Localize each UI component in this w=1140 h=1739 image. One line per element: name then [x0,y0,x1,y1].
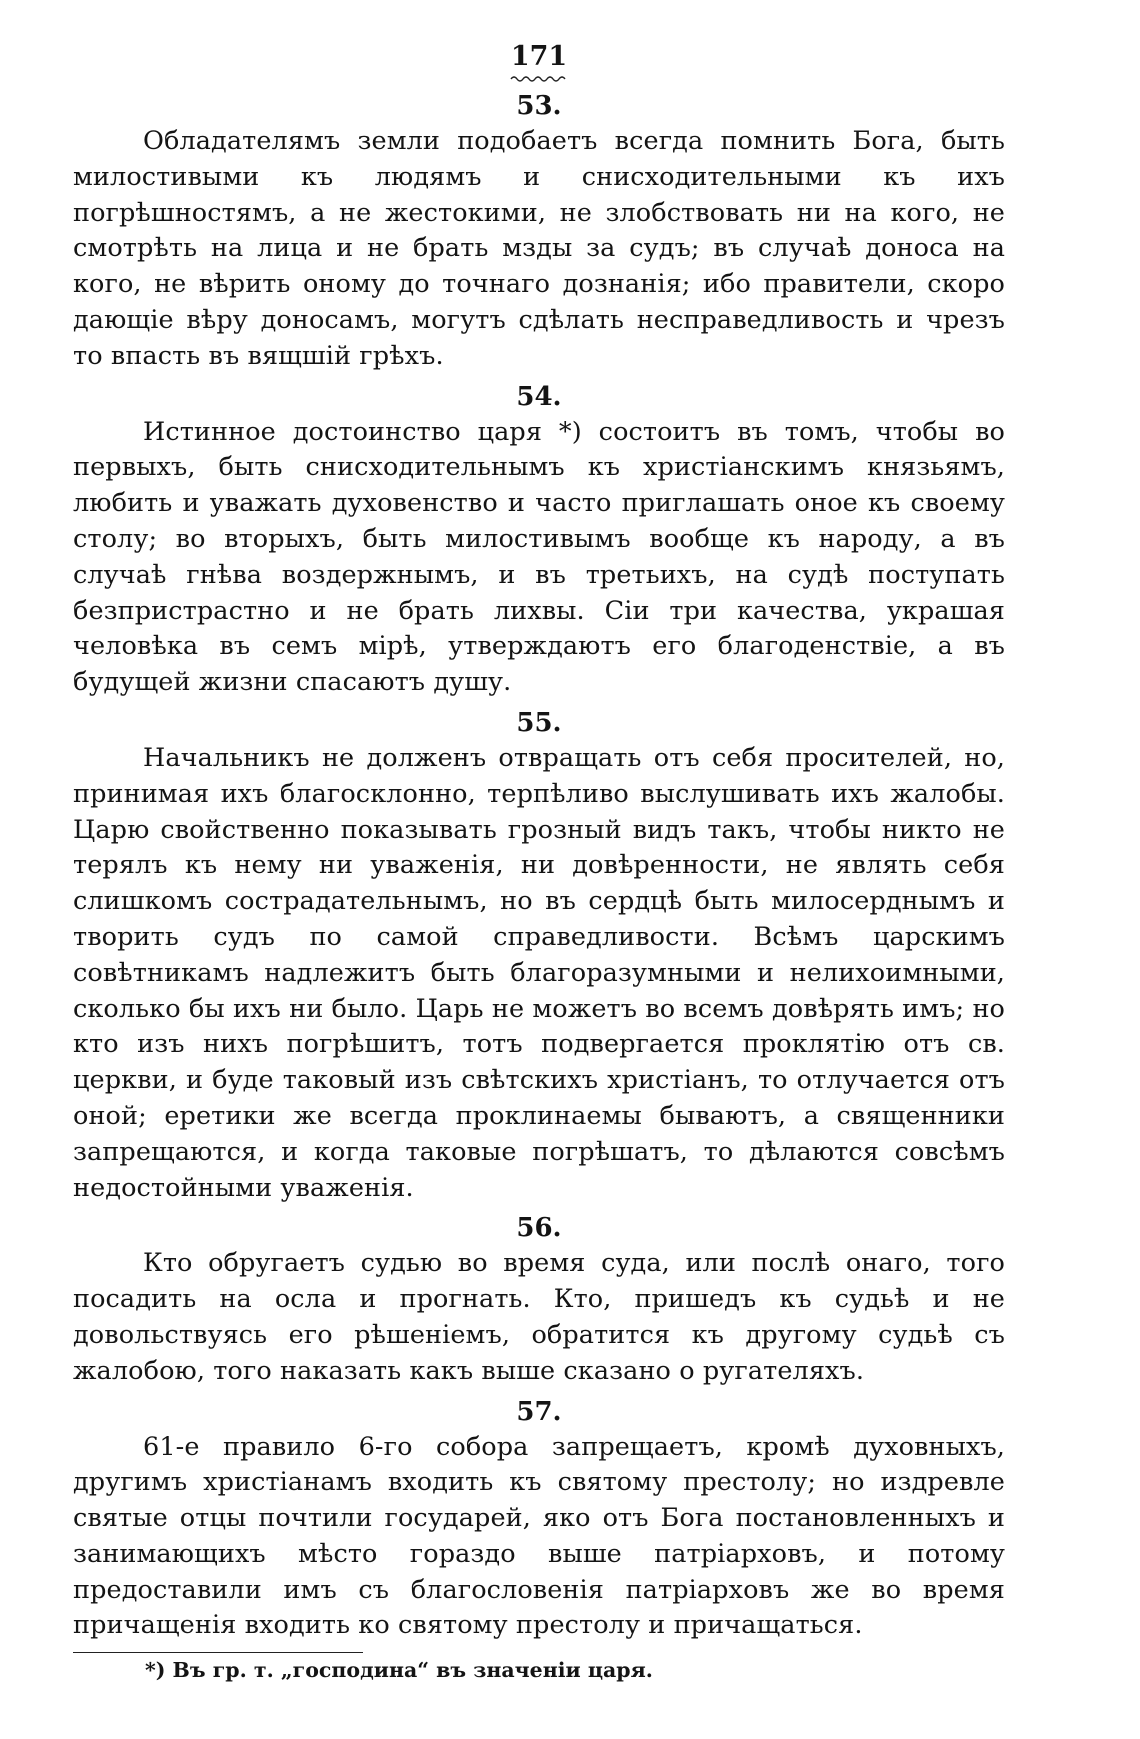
section-number-55: 55. [516,707,562,738]
section-text-57: 61-е правило 6-го собора запрещаетъ, кромѣ духовныхъ, другимъ христіанамъ входить къ святому престолу; но издревле святые отцы почтили государей, яко отъ Бога постановленныхъ и занимающихъ мѣсто гораздо выше патріарховъ, и потому предоставили имъ съ благословенія патріарховъ же во время причащенія входить ко святому престолу и причащаться. [73,1431,1005,1641]
section-text-56: Кто обругаетъ судью во время суда, или послѣ онаго, того посадить на осла и прогнать. Кто, пришедъ къ судьѣ и не довольствуясь его рѣшеніемъ, обратится къ другому судьѣ съ жалобою, того наказать какъ выше сказано о ругателяхъ. [73,1248,1005,1386]
footnote: *) Въ гр. т. „господина“ въ значеніи царя. [145,1658,653,1683]
wavy-ornament-icon [509,74,569,84]
section-number-57: 57. [516,1396,562,1427]
section-number-53: 53. [516,91,562,121]
page-number: 171 [510,41,568,72]
section-text-54: Истинное достоинство царя *) состоитъ въ томъ, чтобы во первыхъ, быть снисходительнымъ къ христіанскимъ князьямъ, любить и уважать духовенство и часто приглашать оное къ своему столу; во вторыхъ, быть милостивымъ вообще къ народу, а въ случаѣ гнѣва воздержнымъ, и въ третьихъ, на судѣ поступать безпристрастно и не брать лихвы. Сіи три качества, украшая человѣка въ семъ мірѣ, утверждаютъ его благоденствіе, а въ будущей жизни спасаютъ душу. [73,416,1005,698]
section-number-56: 56. [516,1213,562,1244]
section-number-54: 54. [516,381,562,412]
section-text-55: Начальникъ не долженъ отвращать отъ себя просителей, но, принимая ихъ благосклонно, терпѣливо выслушивать ихъ жалобы. Царю свойственно показывать грозный видъ такъ, чтобы никто не терялъ къ нему ни уваженія, ни довѣренности, не являть себя слишкомъ сострадательнымъ, но въ сердцѣ быть милосерднымъ и творить судъ по самой справедливости. Всѣмъ царскимъ совѣтникамъ надлежитъ быть благоразумными и нелихоимными, сколько бы ихъ ни было. Царь не можетъ во всемъ довѣрять имъ; но кто изъ нихъ погрѣшитъ, тотъ подвергается проклятію отъ св. церкви, и буде таковый изъ свѣтскихъ христіанъ, то отлучается отъ оной; еретики же всегда проклинаемы бываютъ, а священники запрещаются, и когда таковые погрѣшатъ, то дѣлаются совсѣмъ недостойными уваженія. [73,742,1005,1203]
book-page [73,40,1005,1687]
section-text-53: Обладателямъ земли подобаетъ всегда помнить Бога, быть милостивыми къ людямъ и снисходительными къ ихъ погрѣшностямъ, а не жестокими, не злобствовать ни на кого, не смотрѣть на лица и не брать мзды за судъ; въ случаѣ доноса на кого, не вѣрить оному до точнаго дознанія; ибо правители, скоро дающіе вѣру доносамъ, могутъ сдѣлать несправедливость и чрезъ то впасть въ вящшій грѣхъ. [73,126,1005,371]
